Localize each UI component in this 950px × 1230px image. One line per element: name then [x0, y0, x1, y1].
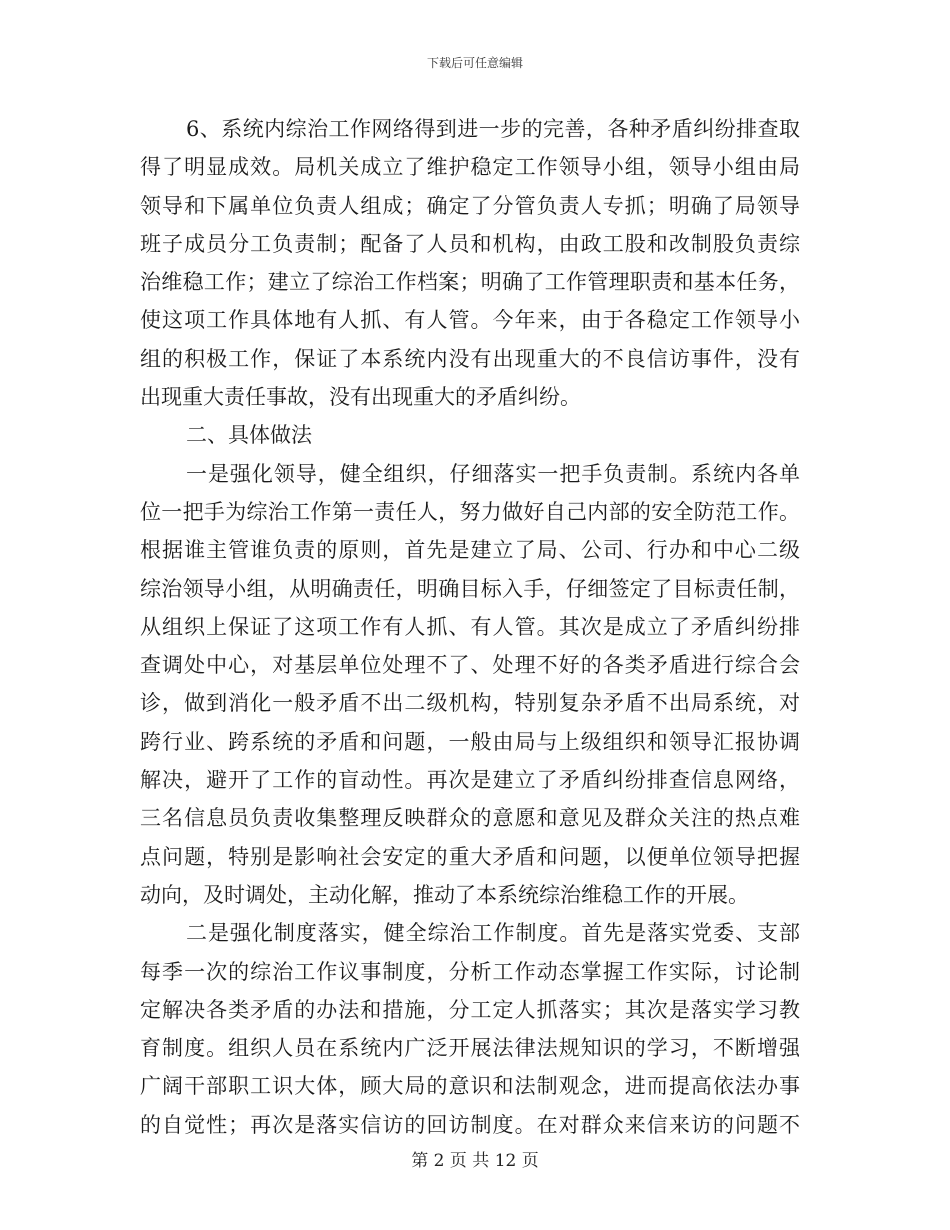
text-line: 三名信息员负责收集整理反映群众的意愿和意见及群众关注的热点难: [140, 806, 800, 831]
text-line: 领导和下属单位负责人组成；确定了分管负责人专抓；明确了局领导: [140, 193, 800, 218]
text-line: 的自觉性；再次是落实信访的回访制度。在对群众来信来访的问题不: [140, 1112, 800, 1137]
text-line: 每季一次的综治工作议事制度，分析工作动态掌握工作实际，讨论制: [140, 959, 800, 984]
text-line: 出现重大责任事故，没有出现重大的矛盾纠纷。: [140, 385, 581, 410]
text-line: 二是强化制度落实，健全综治工作制度。首先是落实党委、支部: [186, 921, 800, 946]
text-line: 得了明显成效。局机关成立了维护稳定工作领导小组，领导小组由局: [140, 155, 800, 180]
text-line: 治维稳工作；建立了综治工作档案；明确了工作管理职责和基本任务，: [140, 270, 800, 295]
text-line: 查调处中心，对基层单位处理不了、处理不好的各类矛盾进行综合会: [140, 653, 800, 678]
text-line: 诊，做到消化一般矛盾不出二级机构，特别复杂矛盾不出局系统，对: [140, 691, 800, 716]
text-line: 动向，及时调处，主动化解，推动了本系统综治维稳工作的开展。: [140, 882, 749, 907]
text-line: 6、系统内综治工作网络得到进一步的完善，各种矛盾纠纷排查取: [186, 117, 800, 141]
text-line: 班子成员分工负责制；配备了人员和机构，由政工股和改制股负责综: [140, 231, 800, 256]
text-line: 跨行业、跨系统的矛盾和问题，一般由局与上级组织和领导汇报协调: [140, 729, 800, 754]
text-line: 解决，避开了工作的盲动性。再次是建立了矛盾纠纷排查信息网络，: [140, 768, 800, 793]
text-line: 综治领导小组，从明确责任，明确目标入手，仔细签定了目标责任制，: [140, 576, 800, 601]
header-note: 下载后可任意编辑: [426, 56, 523, 70]
text-line: 点问题，特别是影响社会安定的重大矛盾和问题，以便单位领导把握: [140, 844, 800, 869]
text-line: 广阔干部职工识大体，顾大局的意识和法制观念，进而提高依法办事: [140, 1074, 800, 1099]
page-number: 第 2 页 共 12 页: [411, 1151, 539, 1171]
text-line: 使这项工作具体地有人抓、有人管。今年来，由于各稳定工作领导小: [140, 308, 800, 333]
text-line: 育制度。组织人员在系统内广泛开展法律法规知识的学习，不断增强: [140, 1036, 800, 1061]
page-header: [0, 54, 950, 71]
text-line: 组的积极工作，保证了本系统内没有出现重大的不良信访事件，没有: [140, 346, 800, 371]
text-line: 根据谁主管谁负责的原则，首先是建立了局、公司、行办和中心二级: [140, 538, 800, 563]
text-line: 定解决各类矛盾的办法和措施，分工定人抓落实；其次是落实学习教: [140, 997, 800, 1022]
text-line: 一是强化领导，健全组织，仔细落实一把手负责制。系统内各单: [186, 461, 800, 486]
text-line: 从组织上保证了这项工作有人抓、有人管。其次是成立了矛盾纠纷排: [140, 614, 800, 639]
text-line: 二、具体做法: [186, 423, 312, 448]
document-body: [140, 110, 800, 1144]
text-line: 位一把手为综治工作第一责任人，努力做好自己内部的安全防范工作。: [140, 499, 800, 524]
page-footer: [0, 1146, 950, 1171]
